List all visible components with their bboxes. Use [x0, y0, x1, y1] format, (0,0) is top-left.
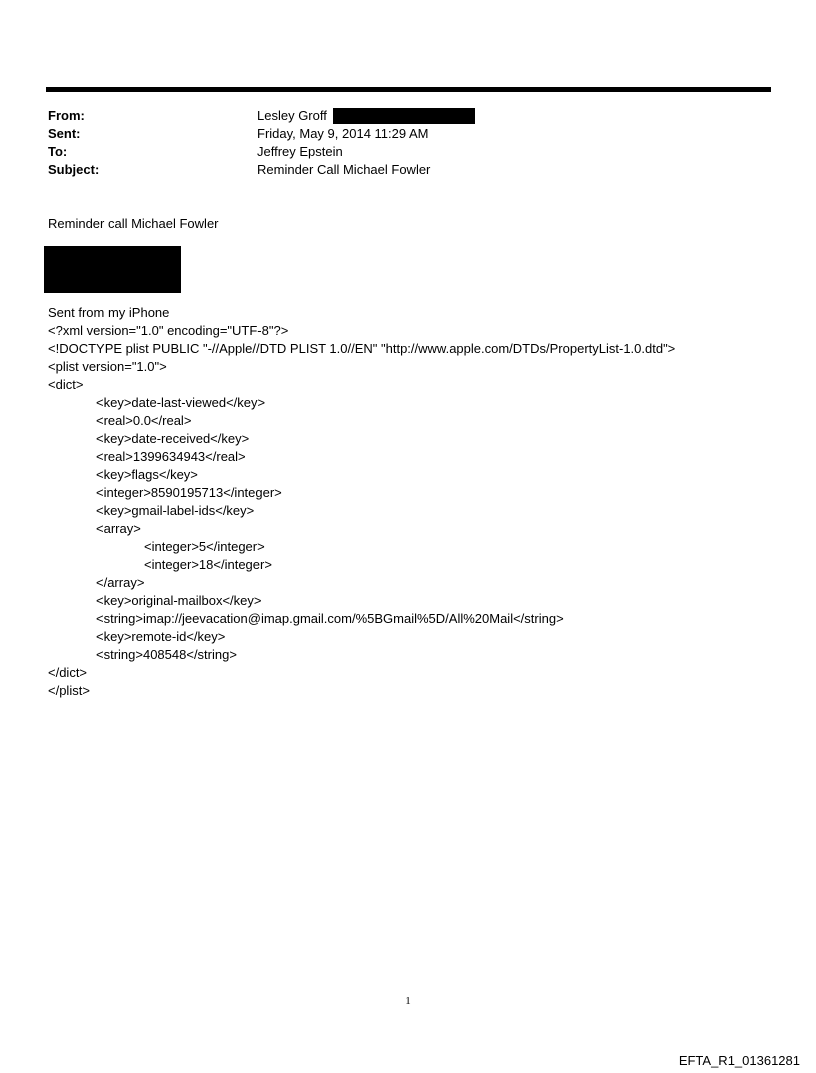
from-value	[257, 107, 475, 125]
message-body: Reminder call Michael Fowler	[48, 216, 219, 231]
plist-line: <real>0.0</real>	[96, 413, 192, 428]
plist-code-block	[48, 322, 675, 700]
page-number: 1	[405, 995, 411, 1007]
plist-line: <string>imap://jeevacation@imap.gmail.com/%5BGmail%5D/All%20Mail</string>	[96, 611, 564, 626]
to-label: To:	[48, 144, 68, 159]
plist-line: <integer>5</integer>	[144, 539, 265, 554]
redaction-block	[44, 246, 181, 293]
subject-value: Reminder Call Michael Fowler	[257, 162, 431, 177]
plist-line: <?xml version="1.0" encoding="UTF-8"?>	[48, 323, 289, 338]
plist-line: <key>date-received</key>	[96, 431, 250, 446]
plist-line: </dict>	[48, 665, 88, 680]
plist-line: <key>remote-id</key>	[96, 629, 226, 644]
plist-line: <real>1399634943</real>	[96, 449, 246, 464]
plist-line: <dict>	[48, 377, 84, 392]
to-value: Jeffrey Epstein	[257, 144, 343, 159]
plist-line: <integer>8590195713</integer>	[96, 485, 282, 500]
plist-line: <key>date-last-viewed</key>	[96, 395, 266, 410]
subject-label: Subject:	[48, 162, 100, 177]
plist-line: <plist version="1.0">	[48, 359, 167, 374]
plist-line: </plist>	[48, 683, 90, 698]
plist-line: </array>	[96, 575, 145, 590]
plist-line: <string>408548</string>	[96, 647, 237, 662]
plist-line: <integer>18</integer>	[144, 557, 272, 572]
plist-line: <key>gmail-label-ids</key>	[96, 503, 255, 518]
plist-line: <array>	[96, 521, 141, 536]
plist-line: <key>flags</key>	[96, 467, 198, 482]
from-label: From:	[48, 108, 85, 123]
bates-number: EFTA_R1_01361281	[678, 1053, 800, 1068]
sent-label: Sent:	[48, 126, 81, 141]
plist-line: <key>original-mailbox</key>	[96, 593, 262, 608]
sent-value: Friday, May 9, 2014 11:29 AM	[257, 126, 429, 141]
from-name: Lesley Groff	[257, 108, 327, 123]
plist-line: <!DOCTYPE plist PUBLIC "-//Apple//DTD PLIST 1.0//EN" "http://www.apple.com/DTDs/PropertyList-1.0.dtd">	[48, 341, 676, 356]
signature-line: Sent from my iPhone	[48, 305, 170, 320]
redaction-box	[333, 108, 475, 124]
header-rule	[46, 87, 771, 92]
